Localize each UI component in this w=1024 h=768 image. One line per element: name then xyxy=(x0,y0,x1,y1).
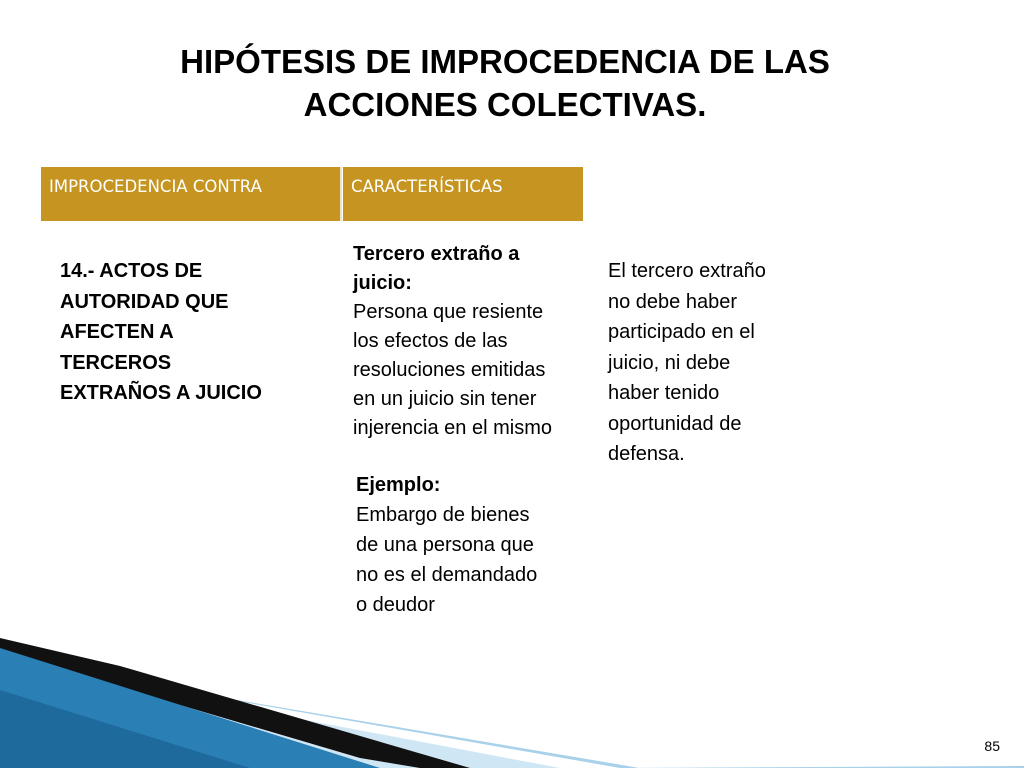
left-line: AFECTEN A xyxy=(60,321,174,343)
definition-body-line: en un juicio sin tener xyxy=(353,388,537,410)
example-body-line: o deudor xyxy=(356,594,435,616)
right-line: haber tenido xyxy=(608,382,720,404)
slide-title xyxy=(100,40,910,126)
definition-body-line: injerencia en el mismo xyxy=(353,417,552,439)
definition-body-line: Persona que resiente xyxy=(353,301,544,323)
definition-body-line: resoluciones emitidas xyxy=(353,359,546,381)
example-body-line: Embargo de bienes xyxy=(356,504,530,526)
definition-heading-line: Tercero extraño a xyxy=(353,243,520,265)
right-line: juicio, ni debe xyxy=(608,351,731,374)
definition-heading-line: juicio: xyxy=(353,272,412,294)
acto-autoridad-text xyxy=(60,256,330,409)
example-body-line: no es el demandado xyxy=(356,564,538,586)
left-line: EXTRAÑOS A JUICIO xyxy=(60,382,262,404)
page-number: 85 xyxy=(984,738,1000,754)
left-line: AUTORIDAD QUE xyxy=(60,290,229,313)
header-divider xyxy=(340,167,342,221)
left-line: TERCEROS xyxy=(60,351,172,374)
example-heading: Ejemplo: xyxy=(356,474,441,496)
example-body-line: de una persona que xyxy=(356,534,534,556)
header-caracteristicas: CARACTERÍSTICAS xyxy=(343,167,583,221)
right-line: oportunidad de xyxy=(608,412,742,435)
right-line: participado en el xyxy=(608,321,755,343)
tercero-requirement-text xyxy=(608,256,823,470)
tercero-definition xyxy=(353,240,603,443)
header-improcedencia-contra: IMPROCEDENCIA CONTRA xyxy=(41,167,341,221)
left-line: 14.- ACTOS DE xyxy=(60,260,203,282)
right-line: El tercero extraño xyxy=(608,260,766,282)
title-line-1: HIPÓTESIS DE IMPROCEDENCIA DE LAS xyxy=(180,43,830,80)
definition-body-line: los efectos de las xyxy=(353,330,508,352)
right-line: defensa. xyxy=(608,443,685,465)
decorative-corner-stripes xyxy=(0,600,1024,768)
right-line: no debe haber xyxy=(608,290,738,313)
ejemplo-block xyxy=(356,470,606,620)
title-line-2: ACCIONES COLECTIVAS. xyxy=(303,86,707,123)
